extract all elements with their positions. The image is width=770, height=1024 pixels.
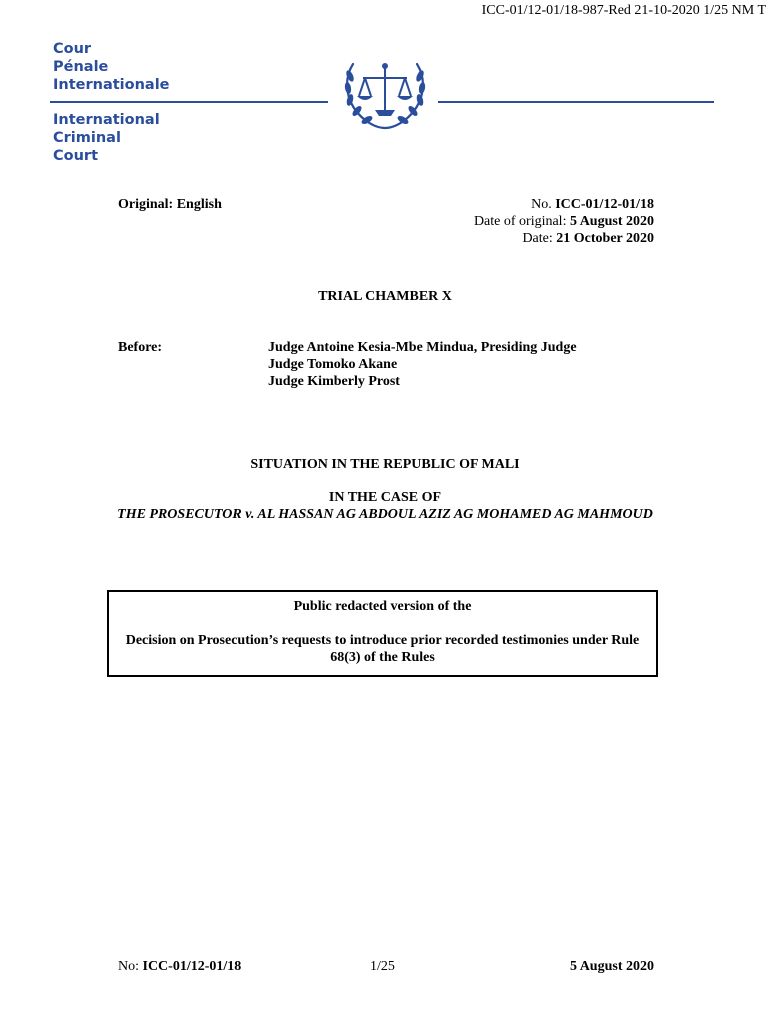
date-label: Date: — [522, 231, 557, 246]
scales-of-justice-emblem — [335, 52, 435, 132]
case-parties: THE PROSECUTOR v. AL HASSAN AG ABDOUL AZIZ AG MOHAMED AG MAHMOUD — [117, 507, 653, 522]
date-of-original: 5 August 2020 — [569, 214, 654, 229]
case-number-label: No. — [531, 197, 556, 212]
title-line-2: Decision on Prosecution’s requests to introduce prior recorded testimonies under Rule 68(3) of the Rules — [125, 633, 640, 665]
judge-name: Judge Antoine Kesia-Mbe Mindua, Presiding Judge — [268, 340, 577, 355]
case-number-line — [474, 196, 654, 213]
date-line — [474, 230, 654, 247]
date-of-original-label: Date of original: — [473, 214, 570, 229]
document-info — [474, 196, 654, 247]
logo-french-name — [53, 40, 170, 94]
title-line-1: Public redacted version of the — [293, 599, 472, 614]
logo-rule-left — [50, 101, 328, 103]
case-number: ICC-01/12-01/18 — [555, 197, 654, 212]
chamber-heading: TRIAL CHAMBER X — [318, 289, 452, 304]
logo-word: Pénale — [53, 59, 109, 75]
original-language: Original: English — [118, 197, 222, 212]
judge-name: Judge Tomoko Akane — [268, 357, 398, 372]
before-label: Before: — [118, 340, 163, 355]
logo-word: Internationale — [53, 77, 170, 93]
judge-name: Judge Kimberly Prost — [268, 374, 400, 389]
footer-date: 5 August 2020 — [569, 959, 654, 974]
logo-rule-right — [438, 101, 714, 103]
case-heading: IN THE CASE OF — [328, 490, 442, 505]
situation-heading: SITUATION IN THE REPUBLIC OF MALI — [250, 457, 520, 472]
document-stamp: ICC-01/12-01/18-987-Red 21-10-2020 1/25 NM T — [481, 3, 766, 18]
icc-logo — [50, 40, 714, 165]
logo-english-name — [53, 111, 160, 165]
footer-page-number: 1/25 — [370, 959, 395, 974]
logo-word: Cour — [53, 41, 92, 57]
logo-word: Court — [53, 148, 99, 164]
date-value: 21 October 2020 — [556, 231, 654, 246]
date-of-original-line — [474, 213, 654, 230]
footer-no-value: ICC-01/12-01/18 — [142, 959, 242, 974]
footer-no-label: No: — [118, 959, 143, 974]
footer-case-number — [118, 958, 241, 975]
logo-word: International — [53, 112, 160, 128]
logo-word: Criminal — [53, 130, 121, 146]
decision-title-box — [107, 590, 658, 677]
judges-list — [268, 339, 577, 390]
